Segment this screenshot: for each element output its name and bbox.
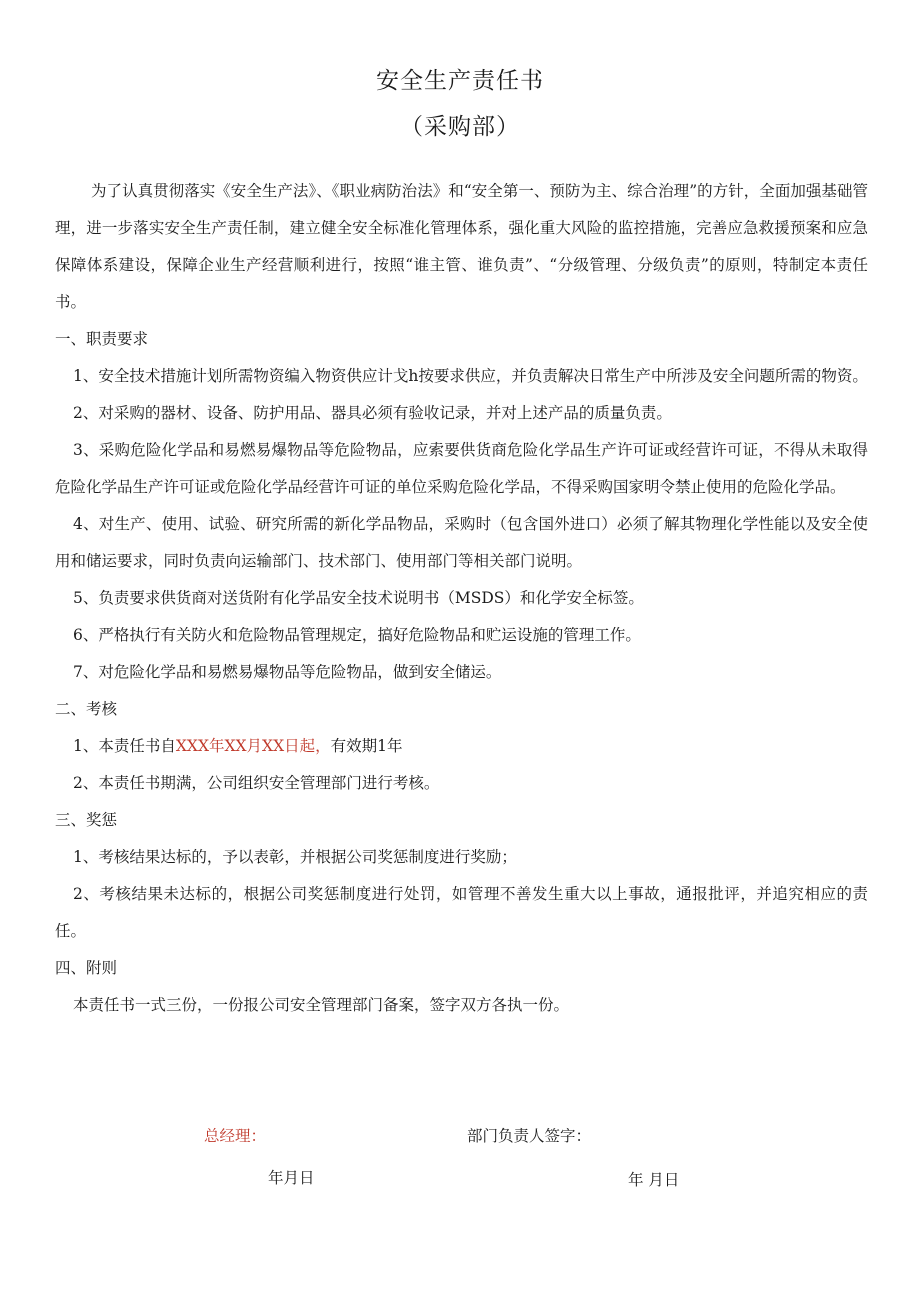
section2-item-validity [55, 728, 868, 765]
general-manager-date: 年月日 [268, 1169, 315, 1187]
section3-item: 2、考核结果未达标的，根据公司奖惩制度进行处罚，如管理不善发生重大以上事故，通报批评，并追究相应的责任。 [55, 885, 868, 940]
validity-prefix: 1、本责任书自 [73, 737, 176, 755]
section1-heading: 一、职责要求 [55, 330, 149, 348]
dept-head-signature-label: 部门负责人签字： [467, 1127, 592, 1145]
section1-item: 3、采购危险化学品和易燃易爆物品等危险物品，应索要供货商危险化学品生产许可证或经营许可证，不得从未取得危险化学品生产许可证或危险化学品经营许可证的单位采购危险化学品，不得采购国家明令禁止使用的危险化学品。 [55, 441, 868, 496]
document-subtitle: （采购部） [400, 114, 520, 140]
section1-item: 7、对危险化学品和易燃易爆物品等危险物品，做到安全储运。 [73, 663, 502, 681]
document-body [55, 173, 868, 1024]
section3-heading: 三、奖惩 [55, 811, 118, 829]
section4-heading: 四、附则 [55, 959, 118, 977]
document-title: 安全生产责任书 [376, 68, 544, 94]
section1-item: 5、负责要求供货商对送货附有化学品安全技术说明书（MSDS）和化学安全标签。 [73, 589, 644, 607]
section2-item: 2、本责任书期满，公司组织安全管理部门进行考核。 [73, 774, 440, 792]
section3-item: 1、考核结果达标的，予以表彰，并根据公司奖惩制度进行奖励； [73, 848, 517, 866]
dept-head-date: 年 月日 [628, 1171, 680, 1189]
section1-item: 4、对生产、使用、试验、研究所需的新化学品物品，采购时（包含国外进口）必须了解其物理化学性能以及安全使用和储运要求，同时负责向运输部门、技术部门、使用部门等相关部门说明。 [55, 515, 868, 570]
validity-suffix: 有效期1年 [330, 737, 403, 755]
section2-heading: 二、考核 [55, 700, 118, 718]
general-manager-signature-label: 总经理： [204, 1127, 267, 1145]
section1-item: 6、严格执行有关防火和危险物品管理规定，搞好危险物品和贮运设施的管理工作。 [73, 626, 641, 644]
section4-text: 本责任书一式三份，一份报公司安全管理部门备案，签字双方各执一份。 [73, 996, 570, 1014]
validity-start-date: XXX年XX月XX日起， [175, 737, 331, 755]
intro-paragraph: 为了认真贯彻落实《安全生产法》、《职业病防治法》和“安全第一、预防为主、综合治理”的方针，全面加强基础管理，进一步落实安全生产责任制，建立健全安全标准化管理体系，强化重大风险的监控措施，完善应急救援预案和应急保障体系建设，保障企业生产经营顺利进行，按照“谁主管、谁负责”、“分级管理、分级负责”的原则，特制定本责任书。 [55, 182, 868, 311]
section1-item: 2、对采购的器材、设备、防护用品、器具必须有验收记录，并对上述产品的质量负责。 [73, 404, 672, 422]
section1-item: 1、安全技术措施计划所需物资编入物资供应计戈h按要求供应，并负责解决日常生产中所涉及安全问题所需的物资。 [73, 367, 868, 385]
